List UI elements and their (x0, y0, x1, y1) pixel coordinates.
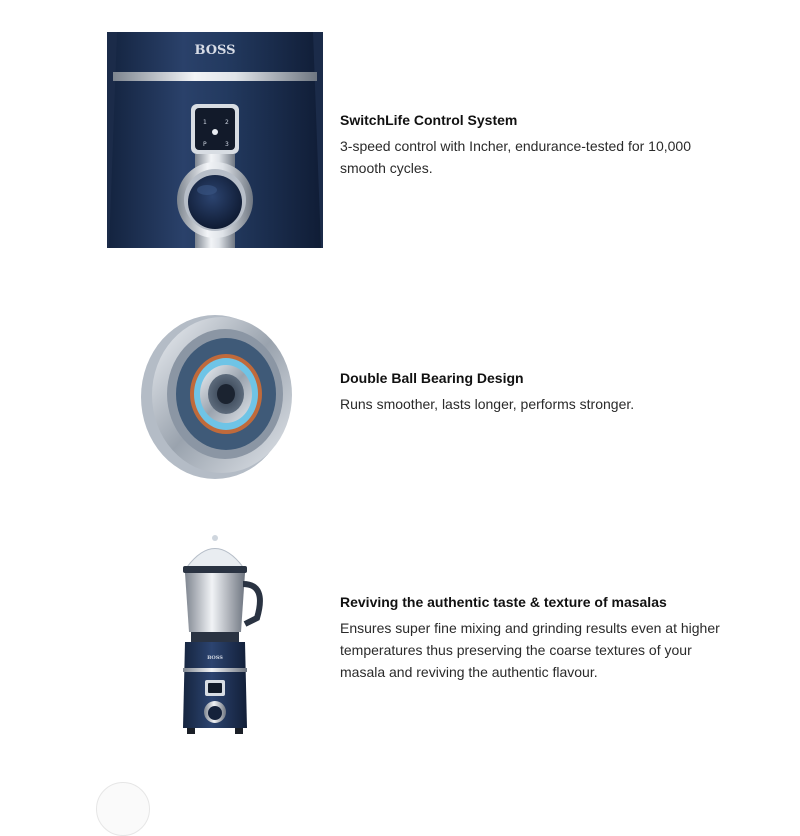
feature-ball-bearing (0, 260, 800, 520)
feature-description: 3-speed control with Incher, endurance-tested for 10,000 smooth cycles. (340, 138, 691, 176)
brand-logo: BOSS (194, 43, 236, 58)
scroll-circle-decoration (96, 782, 150, 836)
ball-bearing-image (107, 290, 323, 500)
dial-label-2: 2 (225, 119, 229, 126)
feature-description: Ensures super fine mixing and grinding results even at higher temperatures thus preserving the coarse textures of your masala and reviving the authentic flavour. (340, 620, 720, 680)
dial-label-1: 1 (203, 119, 207, 126)
mixer-grinder-image (107, 532, 323, 738)
dial-label-p: P (203, 141, 207, 148)
feature-masala-taste (0, 520, 800, 750)
dial-label-3: 3 (225, 141, 229, 148)
feature-title: Reviving the authentic taste & texture of masalas (340, 594, 667, 610)
feature-title: SwitchLife Control System (340, 112, 518, 128)
brand-logo: BOSS (207, 655, 223, 661)
feature-description: Runs smoother, lasts longer, performs stronger. (340, 396, 635, 412)
feature-title: Double Ball Bearing Design (340, 370, 524, 386)
feature-switchlife (0, 0, 800, 260)
switchlife-control-image (107, 32, 323, 248)
